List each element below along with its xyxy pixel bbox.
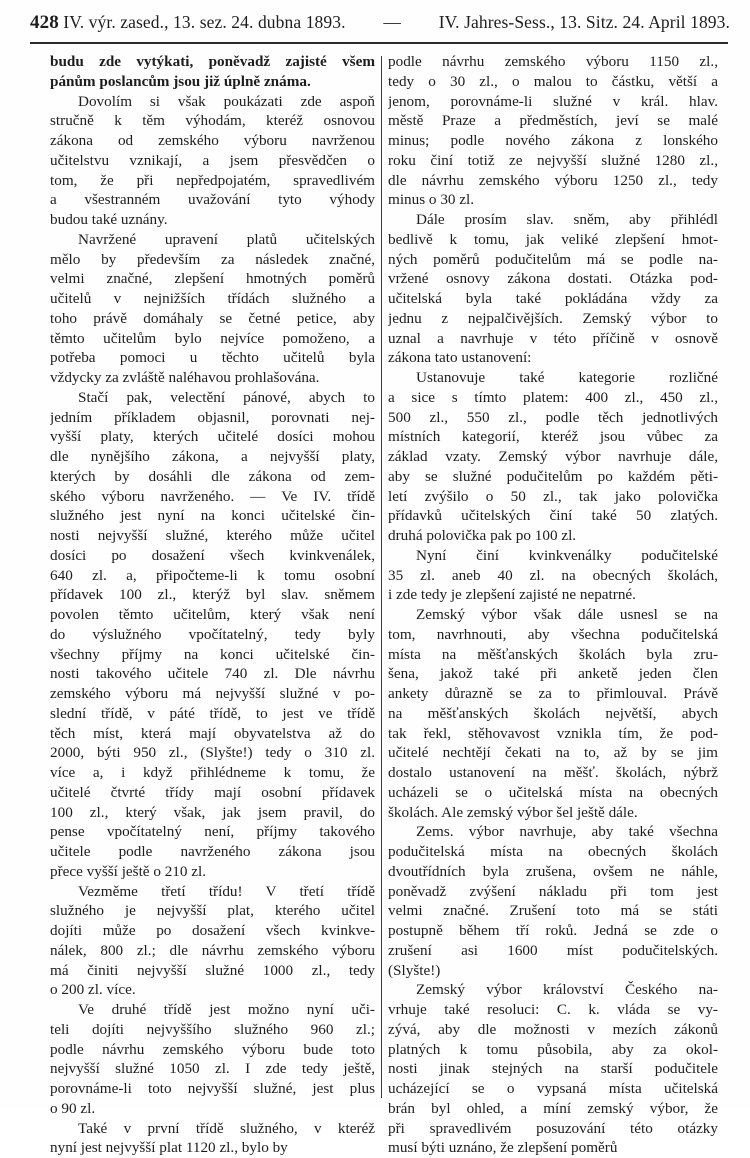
text-line: dle nynějšího zákona, a nejvyšší platy,: [50, 447, 375, 467]
text-line: zývá, aby dle možnosti v mezích zákonů: [388, 1020, 718, 1040]
text-line: minus; podle nového zákona z lonského: [388, 131, 718, 151]
text-line: jedním příkladem objasnil, porovnati nej-: [50, 408, 375, 428]
text-line: do výslužného vpočítatelný, tedy byly: [50, 625, 375, 645]
text-line: zákona tato ustanovení:: [388, 348, 718, 368]
text-line: (Slyšte!): [388, 961, 718, 981]
text-line: povolen těmto učitelům, který však není: [50, 605, 375, 625]
text-line: roku činí totiž ze nejvyšší služné 1280 zl.,: [388, 151, 718, 171]
text-line: těch míst, která mají obyvatelstva až do: [50, 724, 375, 744]
text-line: přídavků učitelských činí také 50 zlatých.: [388, 506, 718, 526]
paragraph: [50, 882, 375, 1001]
text-line: pense vpočítatelný není, příjmy takového: [50, 822, 375, 842]
text-line: druhá polovička pak po 100 zl.: [388, 526, 718, 546]
text-line: mělo by především za následek značné,: [50, 250, 375, 270]
text-line: 100 zl., který však, jak jsem pravil, do: [50, 803, 375, 823]
text-line: místa na měšťanských školách byla zru-: [388, 645, 718, 665]
text-line: jenom, porovnáme-li služné v král. hlav.: [388, 92, 718, 112]
text-line: 500 zl., 550 zl., podle těch jednotlivých: [388, 408, 718, 428]
paragraph: [388, 980, 718, 1158]
paragraph: [388, 605, 718, 822]
text-line: učitele podle navrženého zákona jsou: [50, 842, 375, 862]
running-header: [30, 12, 730, 38]
paragraph: [388, 52, 718, 210]
text-line: Dále prosím slav. sněm, aby přihlédl: [388, 210, 718, 230]
text-line: vržené osnovy zákona dostati. Otázka pod-: [388, 269, 718, 289]
text-line: porovnáme-li toto nejvyšší služné, jest plus: [50, 1079, 375, 1099]
paragraph: [50, 230, 375, 388]
page-number: 428: [30, 12, 59, 33]
text-line: dojíti může po dosažení všech kvinkve-: [50, 921, 375, 941]
text-line: učitelé čtvrté třídy mají osobní přídavek: [50, 783, 375, 803]
text-line: Dovolím si však poukázati zde aspoň: [50, 92, 375, 112]
text-line: Ve druhé třídě jest možno nyní uči-: [50, 1000, 375, 1020]
text-line: tom, že při nepředpojatém, spravedlivém: [50, 171, 375, 191]
text-line: nosti takového učitele 740 zl. Dle návrhu: [50, 664, 375, 684]
text-line: o 90 zl.: [50, 1099, 375, 1119]
text-line: dle návrhu zemského výboru 1250 zl., tedy: [388, 171, 718, 191]
text-line: místních kategorií, kteréž jsou vůbec za: [388, 427, 718, 447]
text-line: zemského výboru má nejvyšší služné v po-: [50, 684, 375, 704]
left-text-column: [50, 52, 375, 1158]
text-line: Zemský výbor království Českého na-: [388, 980, 718, 1000]
text-line: vrhuje také resoluci: C. k. vláda se vy-: [388, 1000, 718, 1020]
text-line: přídavek 100 zl., kterýž byl slav. sněmem: [50, 585, 375, 605]
header-rule: [30, 42, 728, 44]
text-line: postupně během tří roků. Jedná se zde o: [388, 921, 718, 941]
text-line: Navržené upravení platů učitelských: [50, 230, 375, 250]
text-line: a sice s tímto platem: 400 zl., 450 zl.,: [388, 388, 718, 408]
text-line: dosíci po dosažení všech kvinkvenálek,: [50, 546, 375, 566]
paragraph: [50, 1119, 375, 1158]
text-line: učitelská byla také pokládána vždy za: [388, 289, 718, 309]
text-line: letí zvýšilo o 50 zl., tak jako polovička: [388, 487, 718, 507]
text-line: Také v první třídě služného, v kteréž: [50, 1119, 375, 1139]
page-header-left: [30, 12, 346, 34]
text-line: služného jest nyní na konci učitelské čin-: [50, 506, 375, 526]
text-line: školách. Ale zemský výbor šel ještě dále.: [388, 803, 718, 823]
text-line: dvoutřídních byla zrušena, ovšem ne náhle,: [388, 862, 718, 882]
text-line: slední třídě, v páté třídě, to jest ve třídě: [50, 704, 375, 724]
text-line: ných poměrů podučitelům má se podle na-: [388, 250, 718, 270]
text-line: Zems. výbor navrhuje, aby také všechna: [388, 822, 718, 842]
text-line: podle návrhu zemského výboru bude toto: [50, 1040, 375, 1060]
text-line: brán byl ohled, a míní zemský výbor, že: [388, 1099, 718, 1119]
text-line: těmto učitelům bylo nejvíce pomoženo, a: [50, 329, 375, 349]
text-line: musí býti uznáno, že zlepšení poměrů: [388, 1138, 718, 1158]
text-line: podle návrhu zemského výboru 1150 zl.,: [388, 52, 718, 72]
text-line: více a, i když přihlédneme k tomu, že: [50, 763, 375, 783]
text-line: kterých by dosáhli dle zákona od zem-: [50, 467, 375, 487]
text-line: ucházeli se o učitelská místa na obecných: [388, 783, 718, 803]
header-german-session: IV. Jahres-Sess., 13. Sitz. 24. April 1893.: [439, 12, 730, 33]
header-czech-session: IV. výr. zased., 13. sez. 24. dubna 1893.: [63, 12, 345, 32]
text-line: bedlivě k tomu, jak veliké zlepšení hmot-: [388, 230, 718, 250]
text-line: o 200 zl. více.: [50, 980, 375, 1000]
paragraph: [388, 368, 718, 546]
text-line: šena, jakož také při anketě jeden člen: [388, 664, 718, 684]
text-line: nyní jest nejvyšší plat 1120 zl., bylo by: [50, 1138, 375, 1158]
text-line: Ustanovuje také kategorie rozličné: [388, 368, 718, 388]
text-line: přece vyšší ještě o 210 zl.: [50, 862, 375, 882]
text-line: uznal a navrhuje v této příčině v osnově: [388, 329, 718, 349]
text-line: ucházející se o vypsaná místa učitelská: [388, 1079, 718, 1099]
text-line: a všestranném uvažování tyto výhody: [50, 190, 375, 210]
text-line: jednu z nejpalčivějších. Zemský výbor to: [388, 309, 718, 329]
paragraph: [388, 210, 718, 368]
column-divider: [381, 56, 382, 1098]
paragraph: [388, 546, 718, 605]
text-line: zrušení asi 1600 míst podučitelských.: [388, 941, 718, 961]
text-line: poněvadž zvýšení nákladu při tom jest: [388, 882, 718, 902]
text-line: tom, navrhnouti, aby všechna podučitelská: [388, 625, 718, 645]
text-line: vždycky za zvláště naléhavou prohlašována.: [50, 368, 375, 388]
paragraph: [50, 388, 375, 882]
text-line: toho právě domáhaly se četné petice, aby: [50, 309, 375, 329]
text-line: na měšťanských školách největší, abych: [388, 704, 718, 724]
text-line: i zde tedy je zlepšení zajisté ne nepatrné.: [388, 585, 718, 605]
header-separator: —: [383, 12, 401, 33]
text-line: Vezměme třetí třídu! V třetí třídě: [50, 882, 375, 902]
text-line: služného je nejvyšší plat, kterého učitel: [50, 901, 375, 921]
text-line: tak řekl, stěhovavost vznikla tím, že pod-: [388, 724, 718, 744]
text-line: 2000, býti 950 zl., (Slyšte!) tedy o 310 zl.: [50, 743, 375, 763]
text-line: ankety důrazně se za to přimlouval. Právě: [388, 684, 718, 704]
paragraph: [50, 92, 375, 230]
text-line: budou také uznány.: [50, 210, 375, 230]
text-line: aby se služné podučitelům po každém pěti-: [388, 467, 718, 487]
text-line: vyšší platy, kterých učitelé dosíci mohou: [50, 427, 375, 447]
text-line: velmi značné, zlepšení hmotných poměrů: [50, 269, 375, 289]
text-line: teli dojíti nejvyššího služného 960 zl.;: [50, 1020, 375, 1040]
text-line: učitelé nechtějí čekati na to, až by se jim: [388, 743, 718, 763]
text-line: nálek, 800 zl.; dle návrhu zemského výboru: [50, 941, 375, 961]
paragraph: [50, 1000, 375, 1119]
text-line: 640 zl. a, připočteme-li k tomu osobní: [50, 566, 375, 586]
text-line: platných k tomu působila, aby za okol-: [388, 1040, 718, 1060]
text-line: Zemský výbor však dále usnesl se na: [388, 605, 718, 625]
text-line: městě Praze a předměstích, jeví se malé: [388, 111, 718, 131]
text-line: stručně k těm výhodám, kteréž osnovou: [50, 111, 375, 131]
text-line: minus o 30 zl.: [388, 190, 718, 210]
text-line: dostalo ustanovení na měšť. školách, nýbrž: [388, 763, 718, 783]
text-line: budu zde vytýkati, poněvadž zajisté všem: [50, 52, 375, 72]
text-line: základ vzaty. Zemský výbor navrhuje dále,: [388, 447, 718, 467]
text-line: podučitelská místa na obecných školách: [388, 842, 718, 862]
text-line: nejvyšší služné 1050 zl. I zde tedy ještě,: [50, 1059, 375, 1079]
text-line: učitelstvu vznikají, a jsem přesvědčen o: [50, 151, 375, 171]
text-line: nosti jinak stejných na starší podučitele: [388, 1059, 718, 1079]
paragraph: [50, 52, 375, 92]
right-text-column: [388, 52, 718, 1158]
text-line: pánům poslancům jsou již úplně známa.: [50, 72, 375, 92]
text-line: zákona od zemského výboru navrženou: [50, 131, 375, 151]
text-line: ského výboru navrženého. — Ve IV. třídě: [50, 487, 375, 507]
text-line: má činiti nejvyšší služné 1000 zl., tedy: [50, 961, 375, 981]
text-line: 35 zl. aneb 40 zl. na obecných školách,: [388, 566, 718, 586]
text-line: všechny příjmy na konci učitelské čin-: [50, 645, 375, 665]
paragraph: [388, 822, 718, 980]
text-line: nosti nejvyšší služné, kterého může učitel: [50, 526, 375, 546]
text-line: velmi značné. Zrušení toto má se státi: [388, 901, 718, 921]
text-line: Nyní činí kvinkvenálky podučitelské: [388, 546, 718, 566]
text-line: učitelů v nejnižších třídách služného a: [50, 289, 375, 309]
text-line: při spravedlivém posuzování této otázky: [388, 1119, 718, 1139]
text-line: Stačí pak, velectění pánové, abych to: [50, 388, 375, 408]
text-line: tedy o 30 zl., o malou to částku, větší a: [388, 72, 718, 92]
text-line: potřeba pomoci u těchto učitelů byla: [50, 348, 375, 368]
